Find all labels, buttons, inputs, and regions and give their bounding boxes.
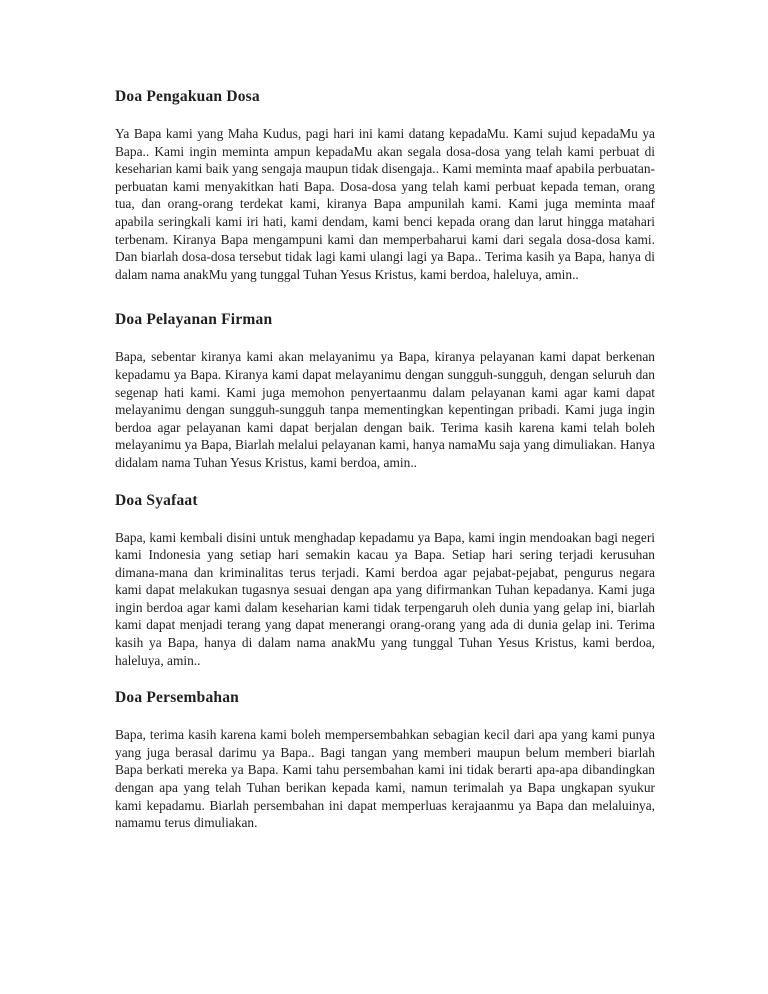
section-heading: Doa Pelayanan Firman (115, 311, 273, 329)
section-body: Bapa, kami kembali disini untuk menghadap kepadamu ya Bapa, kami ingin mendoakan bagi negeri kami Indonesia yang setiap hari semakin kacau ya Bapa. Setiap hari sering terjadi kerusuhan dimana-mana dan kriminalitas terus terjadi. Kami berdoa agar pejabat-pejabat, pengurus negara kami dapat melakukan tugasnya sesuai dengan apa yang difirmankan Tuhan kepadanya. Kami juga ingin berdoa agar kami dalam keseharian kami tidak terpengaruh oleh dunia yang gelap ini, biarlah kami dapat menjadi terang yang dapat menerangi orang-orang yang ada di dunia gelap ini. Terima kasih ya Bapa, hanya di dalam nama anakMu yang tunggal Tuhan Yesus Kristus, kami berdoa, haleluya, amin.. (115, 529, 655, 668)
section-doa-pengakuan-dosa (115, 88, 655, 283)
section-doa-persembahan (115, 689, 655, 832)
section-doa-pelayanan-firman (115, 311, 655, 471)
section-heading: Doa Pengakuan Dosa (115, 88, 260, 105)
section-heading: Doa Syafaat (115, 491, 198, 509)
section-body: Bapa, terima kasih karena kami boleh mempersembahkan sebagian kecil dari apa yang kami punya yang juga berasal darimu ya Bapa.. Bagi tangan yang memberi maupun belum memberi biarlah Bapa berkati mereka ya Bapa. Kami tahu persembahan kami ini tidak berarti apa-apa dibandingkan dengan apa yang telah Tuhan berikan kepada kami, namun terimalah ya Bapa ungkapan syukur kami kepadamu. Biarlah persembahan ini dapat memperluas kerajaanmu ya Bapa dan melaluinya, namamu terus dimuliakan. (115, 727, 655, 831)
section-body: Ya Bapa kami yang Maha Kudus, pagi hari ini kami datang kepadaMu. Kami sujud kepadaMu ya Bapa.. Kami ingin meminta ampun kepadaMu akan segala dosa-dosa yang telah kami perbuat di keseharian kami baik yang sengaja maupun tidak disengaja.. Kami meminta maaf apabila perbuatan-perbuatan kami menyakitkan hati Bapa. Dosa-dosa yang telah kami perbuat kepada teman, orang tua, dan orang-orang terdekat kami, kiranya Bapa ampunilah kami. Kami juga meminta maaf apabila seringkali kami iri hati, kami dendam, kami benci kepada orang dan larut hingga matahari terbenam. Kiranya Bapa mengampuni kami dan memperbaharui kami dari segala dosa-dosa kami. Dan biarlah dosa-dosa tersebut tidak lagi kami ulangi lagi ya Bapa.. Terima kasih ya Bapa, hanya di dalam nama anakMu yang tunggal Tuhan Yesus Kristus, kami berdoa, haleluya, amin.. (115, 126, 655, 282)
section-heading: Doa Persembahan (115, 689, 239, 707)
section-doa-syafaat (115, 492, 655, 670)
section-body: Bapa, sebentar kiranya kami akan melayanimu ya Bapa, kiranya pelayanan kami dapat berkenan kepadamu ya Bapa. Kiranya kami dapat melayanimu dengan sungguh-sungguh, dengan seluruh dan segenap hati kami. Kami juga memohon penyertaanmu dalam pelayanan kami agar kami dapat melayanimu dengan sungguh-sungguh tanpa mementingkan kepentingan pribadi. Kami juga ingin berdoa agar pelayanan kami dapat berjalan dengan baik. Terima kasih karena kami telah boleh melayanimu ya Bapa, Biarlah melalui pelayanan kami, hanya namaMu saja yang dimuliakan. Hanya didalam nama Tuhan Yesus Kristus, kami berdoa, amin.. (115, 349, 655, 470)
